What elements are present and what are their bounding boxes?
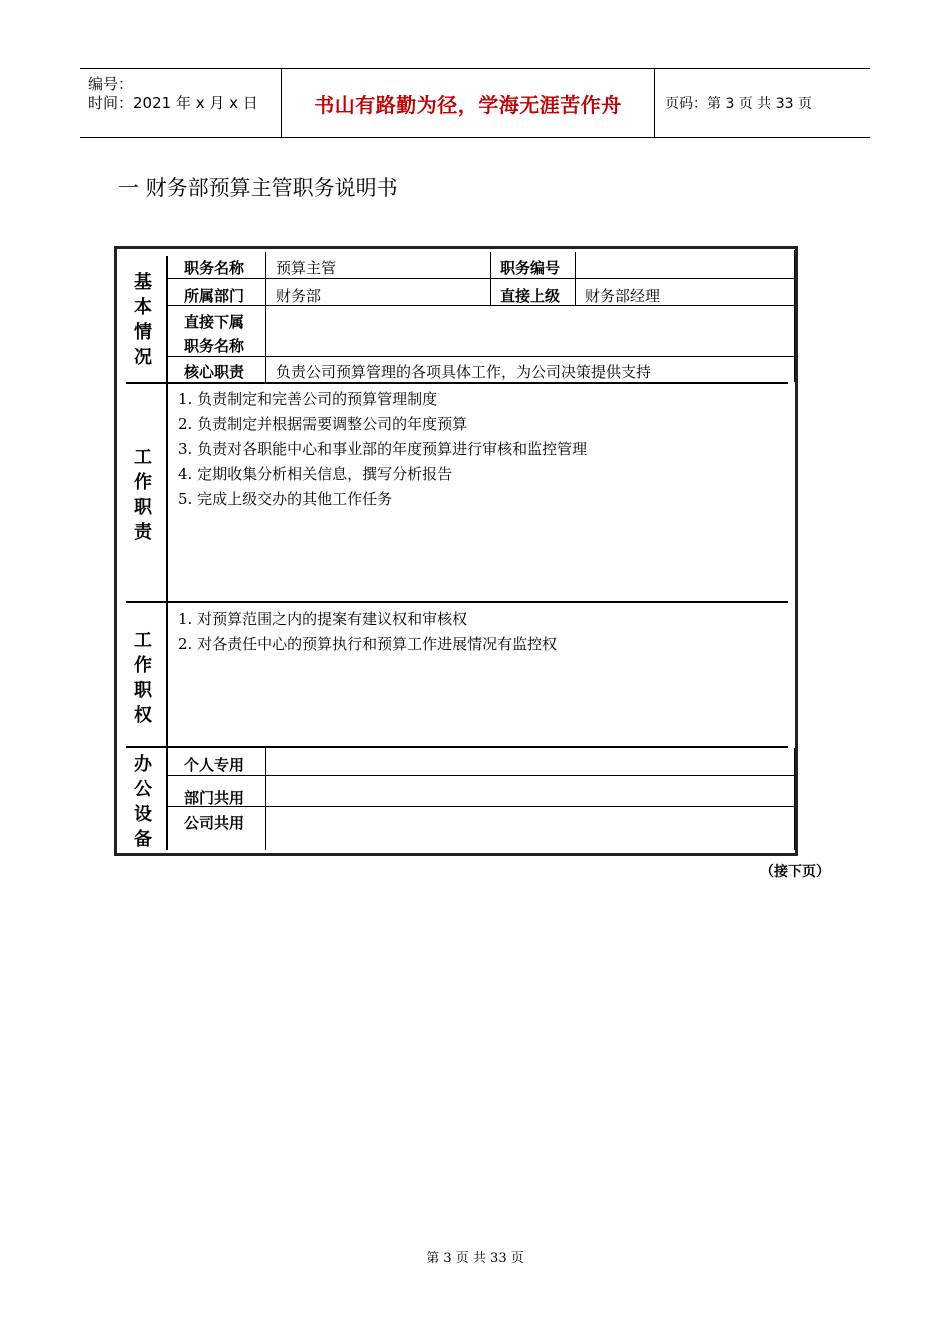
core-duty-label: 核心职责 (184, 363, 245, 381)
section-separator (126, 601, 788, 603)
col-line (575, 252, 576, 305)
section-separator (126, 382, 788, 384)
continued-note: （接下页） (760, 864, 830, 880)
row-line (168, 305, 794, 306)
job-number-label: 职务编号 (500, 259, 561, 277)
col-line (794, 748, 795, 850)
duty-item: 3. 负责对各职能中心和事业部的年度预算进行审核和监控管理 (178, 440, 588, 458)
job-name-value: 预算主管 (276, 259, 337, 277)
page-header (80, 68, 870, 138)
header-motto-cell (282, 69, 655, 137)
col-line (265, 748, 266, 850)
row-line (168, 356, 794, 357)
page-footer: 第 3 页 共 33 页 (426, 1251, 524, 1266)
col-line (490, 252, 491, 305)
section-duties-label: 工 作 职 责 (134, 447, 152, 543)
header-page-info: 页码：第 3 页 共 33 页 (665, 96, 812, 112)
core-duty-value: 负责公司预算管理的各项具体工作，为公司决策提供支持 (276, 363, 652, 381)
subordinate-label-line1: 直接下属 (184, 313, 245, 331)
col-line (794, 250, 795, 382)
superior-label: 直接上级 (500, 287, 561, 305)
equipment-department-label: 部门共用 (184, 789, 245, 807)
header-meta-cell (80, 69, 282, 137)
authority-item: 2. 对各责任中心的预算执行和预算工作进展情况有监控权 (178, 635, 558, 653)
header-motto: 书山有路勤为径，学海无涯苦作舟 (314, 92, 622, 117)
header-page-cell (655, 69, 870, 137)
duty-item: 4. 定期收集分析相关信息，撰写分析报告 (178, 465, 453, 483)
authority-item: 1. 对预算范围之内的提案有建议权和审核权 (178, 610, 468, 628)
job-name-label: 职务名称 (184, 259, 245, 277)
duty-item: 2. 负责制定并根据需要调整公司的年度预算 (178, 415, 468, 433)
subordinate-label-line2: 职务名称 (184, 337, 245, 355)
row-line (168, 775, 794, 776)
document-number-label: 编号： (88, 75, 134, 93)
section-separator (126, 746, 788, 748)
document-title: 一 财务部预算主管职务说明书 (118, 176, 398, 200)
duty-item: 1. 负责制定和完善公司的预算管理制度 (178, 390, 438, 408)
superior-value: 财务部经理 (585, 287, 661, 305)
duty-item: 5. 完成上级交办的其他工作任务 (178, 490, 393, 508)
equipment-company-label: 公司共用 (184, 814, 245, 832)
section-basic-label: 基 本 情 况 (134, 272, 152, 368)
col-line (265, 252, 266, 382)
row-line (168, 806, 794, 807)
section-column-divider (166, 256, 168, 850)
section-equipment-label: 办 公 设 备 (134, 754, 152, 850)
row-line (168, 278, 794, 279)
section-authority-label: 工 作 职 权 (134, 630, 152, 726)
department-label: 所属部门 (184, 287, 245, 305)
department-value: 财务部 (276, 287, 322, 305)
equipment-personal-label: 个人专用 (184, 756, 245, 774)
document-date-label: 时间：2021 年 x 月 x 日 (88, 94, 258, 112)
